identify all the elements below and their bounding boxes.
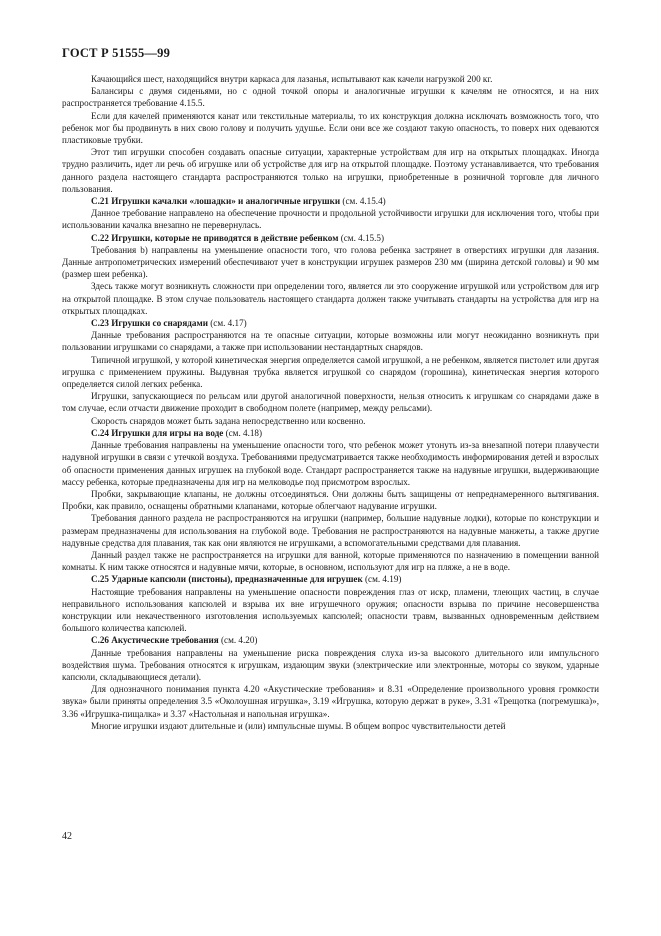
- paragraph: Если для качелей применяются канат или текстильные материалы, то их конструкция должна исключать возможность того, что ребенок мог бы продвинуть в них свою голову и получить удушье. Если они все же создают такую опасность, то поверх них одеваются пластиковые трубки.: [62, 110, 599, 146]
- section-heading-ref: (см. 4.18): [223, 427, 263, 438]
- paragraph: Для однозначного понимания пункта 4.20 «Акустические требования» и 8.31 «Определение произвольного уровня громкости звука» были приняты определения 3.5 «Околоушная игрушка», 3.19 «Игрушка, которую держат в руке», 3.31 «Трещотка (погремушка)», 3.36 «Игрушка-пищалка» и 3.37 «Настольная и напольная игрушка».: [62, 684, 599, 719]
- section-heading-c24: [62, 427, 599, 439]
- paragraph: Качающийся шест, находящийся внутри каркаса для лазанья, испытывают как качели нагрузкой 200 кг.: [91, 74, 493, 84]
- paragraph: Данные требования направлены на уменьшение опасности того, что ребенок может утонуть из-за внезапной потери плавучести надувной игрушки в связи с утечкой воздуха. Требованиями предусматривается также необходимость информирования детей и взрослых об опасности применения данных игрушек на глубокой воде. Стандарт распространяется также на надувные игрушки, выдерживающие массу ребенка, которые предназначены для игр на мелководье под присмотром взрослых.: [62, 440, 599, 487]
- section-heading-c25: [62, 573, 599, 585]
- section-heading-c26: [62, 634, 599, 646]
- paragraph: Требования b) направлены на уменьшение опасности того, что голова ребенка застрянет в отверстиях игрушки для лазания. Данные антропометрических измерений обеспечивают учет в конструкции игрушек размеров 230 мм (ширина детской головы) и 90 мм (размер шеи ребенка).: [62, 244, 599, 280]
- page-header-standard-code: ГОСТ Р 51555—99: [62, 46, 171, 60]
- section-heading-title: С.26 Акустические требования: [91, 635, 219, 646]
- paragraph: Требования данного раздела не распространяются на игрушки (например, большие надувные лодки), которые по конструкции и размерам предназначены для использования на глубокой воде. Требования не распространяются на надувные манжеты, а также другие надувные средства для плавания, так как они являются не игрушками, а вспомогательными средствами для плавания.: [62, 513, 599, 548]
- section-heading-title: С.22 Игрушки, которые не приводятся в действие ребенком: [91, 232, 339, 243]
- section-heading-c22: [62, 232, 599, 244]
- section-heading-title: С.24 Игрушки для игры на воде: [91, 427, 224, 438]
- section-heading-title: С.21 Игрушки качалки «лошадки» и аналогичные игрушки: [91, 196, 341, 207]
- page-number: 42: [62, 831, 72, 842]
- paragraph: Игрушки, запускающиеся по рельсам или другой аналогичной поверхности, нельзя относить к игрушкам со снарядами даже в том случае, если отчасти движение проходит в свободном полете (например, между рельсами).: [62, 391, 599, 414]
- paragraph: Данный раздел также не распространяется на игрушки для ванной, которые применяются по назначению в помещении ванной комнаты. К ним также относятся и надувные мячи, которые, в основном, используют для игр на пляже, а не в воде.: [62, 549, 599, 573]
- section-heading-c23: [62, 317, 599, 329]
- section-heading-c21: [62, 195, 599, 207]
- paragraph: Данные требования направлены на уменьшение риска повреждения слуха из-за высокого длительного или импульсного воздействия шума. Требования относятся к игрушкам, издающим звуки (электрические или электронные, моторы со звуком, ударные капсюли, складывающиеся детали).: [62, 647, 599, 682]
- paragraph: Скорость снарядов может быть задана непосредственно или косвенно.: [91, 415, 366, 426]
- section-heading-ref: (см. 4.15.5): [338, 232, 384, 243]
- section-heading-ref: (см. 4.15.4): [340, 196, 386, 207]
- paragraph: Здесь также могут возникнуть сложности при определении того, является ли это сооружение игрушкой или устройством для игр на открытой площадке. В этом случае пользователь настоящего стандарта должен также учитывать стандарты на устройства для игр на открытых площадках.: [62, 281, 599, 316]
- paragraph: Данное требование направлено на обеспечение прочности и продольной устойчивости игрушки для исключения того, чтобы при использовании качалка внезапно не перевернулась.: [62, 208, 599, 231]
- section-heading-ref: (см. 4.17): [207, 318, 247, 329]
- section-heading-ref: (см. 4.19): [362, 574, 402, 585]
- paragraph: Настоящие требования направлены на уменьшение опасности повреждения глаз от искр, пламени, тлеющих частиц, в случае неправильного использования капсюлей и взрыва их вне игрушечного оружия; опасности взрыва по причине несовершенства конструкции или некачественного изготовления используемых капсюлей; опасности травм, вызванных одновременным действием большого количества капсюлей.: [62, 586, 599, 634]
- paragraph: Балансиры с двумя сиденьями, но с одной точкой опоры и аналогичные игрушки к качелям не относятся, и на них распространяется требование 4.15.5.: [62, 86, 599, 109]
- paragraph: Многие игрушки издают длительные и (или) импульсные шумы. В общем вопрос чувствительности детей: [91, 720, 506, 731]
- paragraph: Пробки, закрывающие клапаны, не должны отсоединяться. Они должны быть защищены от непреднамеренного вытягивания. Пробки, как правило, оснащены обратными клапанами, которые облегчают надувание игрушки.: [62, 488, 599, 512]
- paragraph: Данные требования распространяются на те опасные ситуации, которые возможны или могут неожиданно возникнуть при пользовании игрушками со снарядами, а также при использовании нестандартных снарядов.: [62, 330, 599, 353]
- section-heading-title: С.23 Игрушки со снарядами: [91, 318, 208, 329]
- paragraph: Этот тип игрушки способен создавать опасные ситуации, характерные устройствам для игр на открытых площадках. Иногда трудно различить, идет ли речь об игрушке или об устройстве для игр на открытой площадке. Поэтому устанавливается, что требования данного раздела настоящего стандарта распространяются только на игрушки, приобретенные в розничной торговле для личного пользования.: [62, 147, 599, 194]
- section-heading-title: С.25 Ударные капсюли (пистоны), предназначенные для игрушек: [91, 574, 363, 585]
- document-body: [62, 73, 599, 732]
- section-heading-ref: (см. 4.20): [218, 635, 258, 646]
- paragraph: Типичной игрушкой, у которой кинетическая энергия определяется самой игрушкой, а не ребенком, является пистолет или другая игрушка с применением пружины. Выдувная трубка является игрушкой со снарядом (горошина), кинетическая энергия которого определяется силой легких ребенка.: [62, 354, 599, 390]
